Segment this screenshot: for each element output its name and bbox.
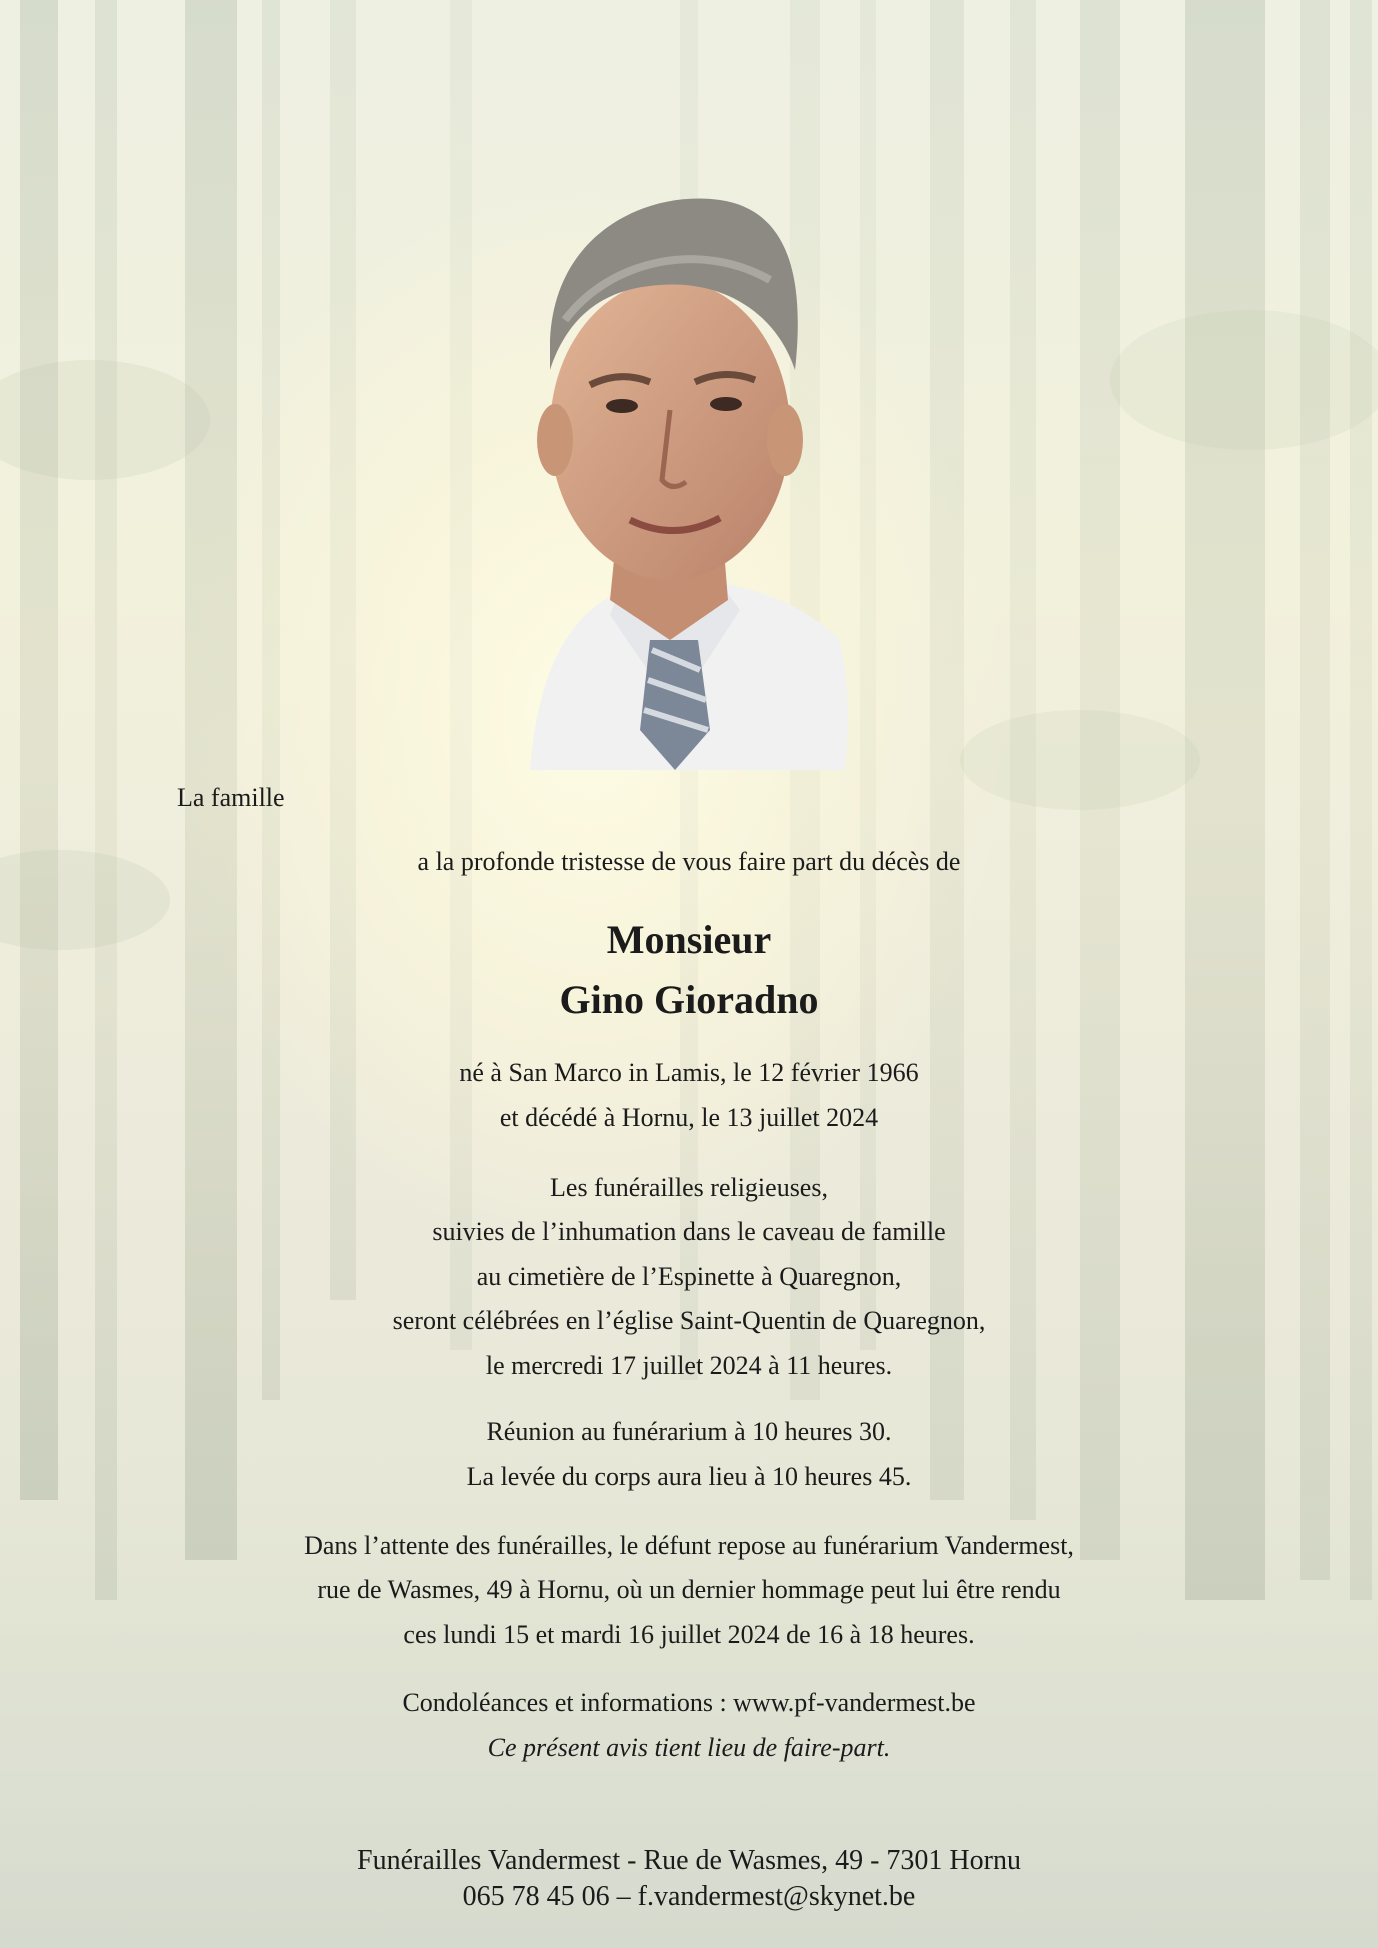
notice-text: Ce présent avis tient lieu de faire-part. bbox=[487, 1733, 891, 1762]
meeting-line: Réunion au funérarium à 10 heures 30. bbox=[486, 1417, 892, 1446]
announcement-text: a la profonde tristesse de vous faire part du décès de bbox=[417, 847, 961, 876]
visitation-line: ces lundi 15 et mardi 16 juillet 2024 de 16 à 18 heures. bbox=[403, 1620, 975, 1649]
ceremony-line: seront célébrées en l’église Saint-Quentin de Quaregnon, bbox=[392, 1306, 986, 1335]
visitation-line: Dans l’attente des funérailles, le défunt repose au funérarium Vandermest, bbox=[304, 1531, 1074, 1560]
deceased-title: Monsieur bbox=[606, 917, 772, 962]
ceremony-line: au cimetière de l’Espinette à Quaregnon, bbox=[476, 1262, 902, 1291]
footer-company: Funérailles Vandermest - Rue de Wasmes, 49 - 7301 Hornu bbox=[357, 1845, 1021, 1876]
ceremony-line: le mercredi 17 juillet 2024 à 11 heures. bbox=[485, 1351, 893, 1380]
deceased-name: Gino Gioradno bbox=[559, 977, 819, 1022]
birth-text: né à San Marco in Lamis, le 12 février 1966 bbox=[459, 1058, 919, 1087]
family-label: La famille bbox=[177, 783, 285, 812]
footer-contact: 065 78 45 06 – f.vandermest@skynet.be bbox=[462, 1881, 916, 1912]
death-text: et décédé à Hornu, le 13 juillet 2024 bbox=[499, 1103, 879, 1132]
ceremony-line: Les funérailles religieuses, bbox=[550, 1173, 828, 1202]
condolences-info: Condoléances et informations : www.pf-vandermest.be bbox=[402, 1688, 976, 1717]
meeting-line: La levée du corps aura lieu à 10 heures 45. bbox=[466, 1462, 912, 1491]
ceremony-line: suivies de l’inhumation dans le caveau de famille bbox=[432, 1217, 946, 1246]
visitation-line: rue de Wasmes, 49 à Hornu, où un dernier hommage peut lui être rendu bbox=[317, 1575, 1061, 1604]
